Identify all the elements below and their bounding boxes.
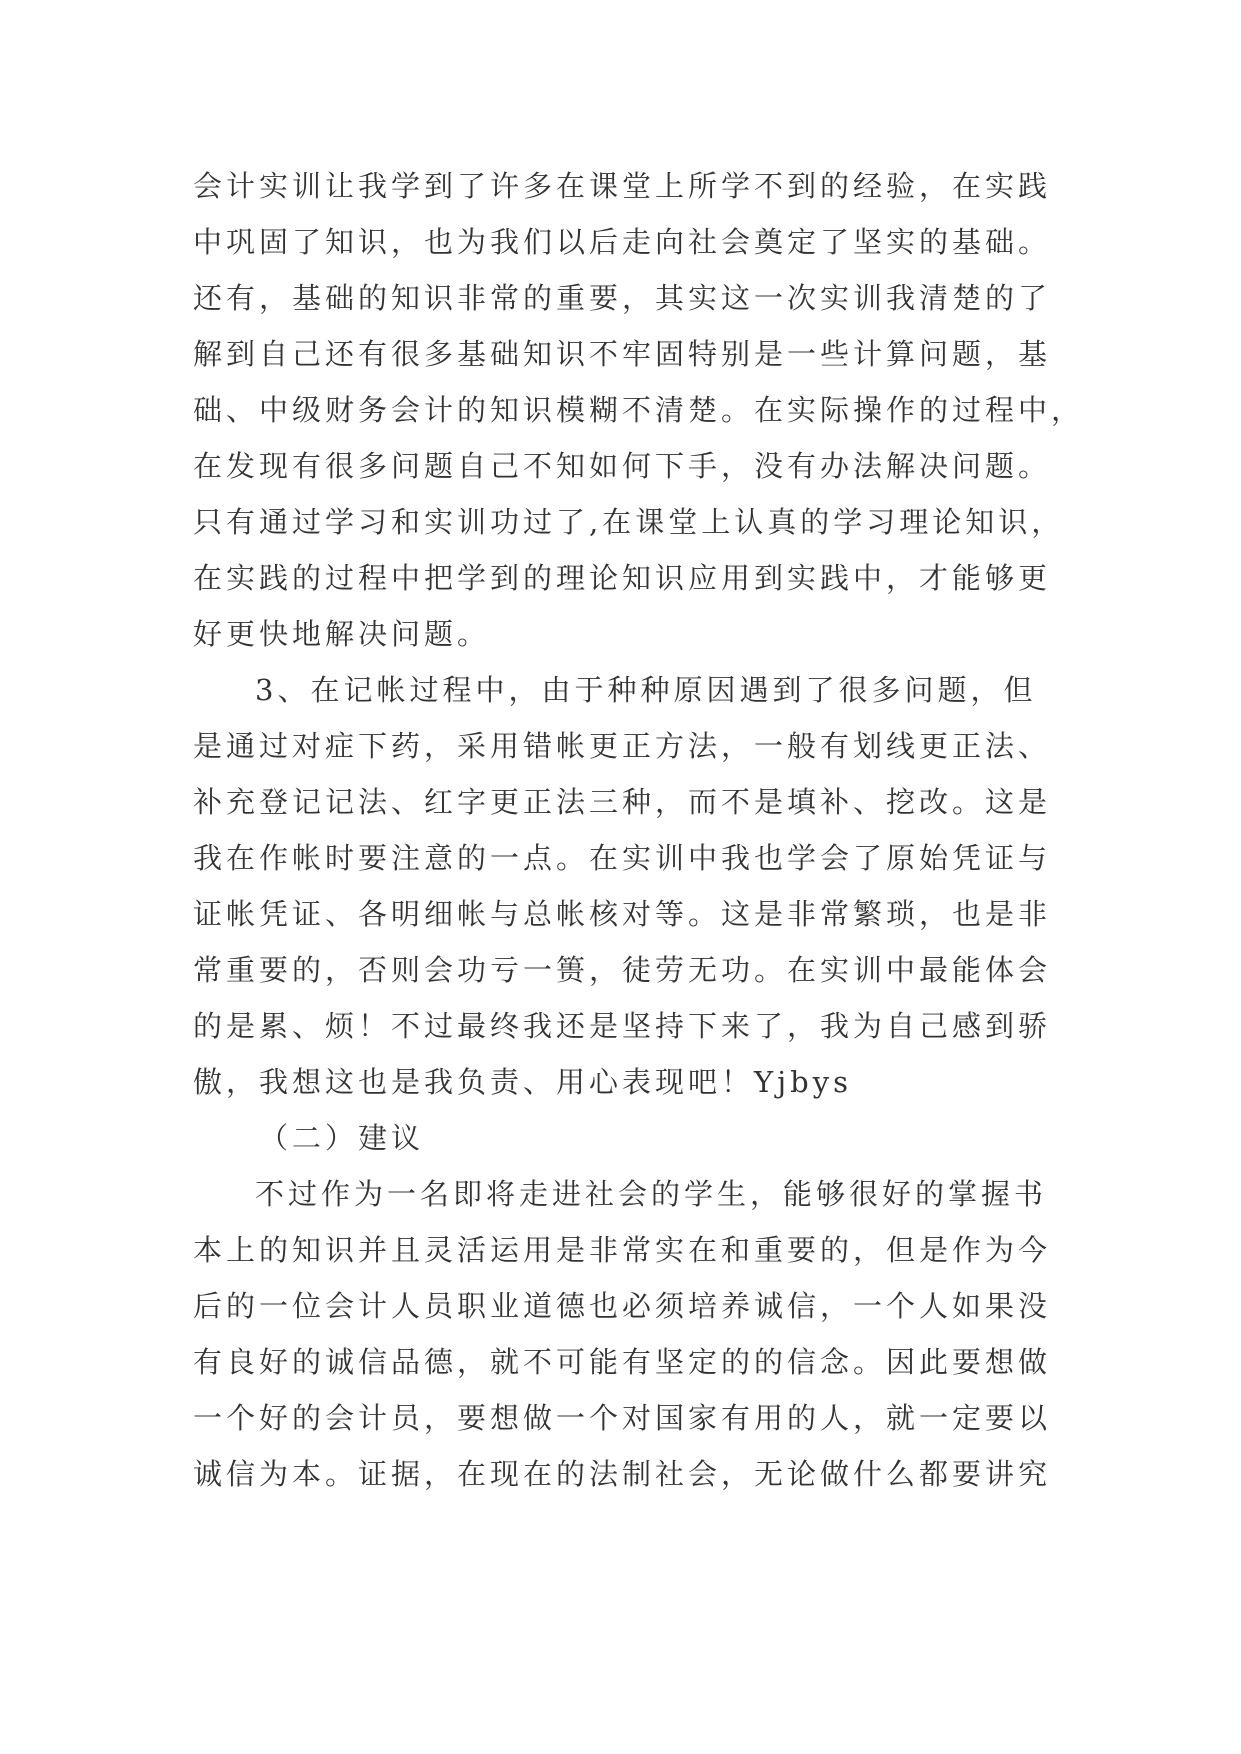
text-line: 还有，基础的知识非常的重要，其实这一次实训我清楚的了 xyxy=(193,281,1052,315)
text-line: 的是累、烦！不过最终我还是坚持下来了，我为自己感到骄 xyxy=(193,1009,1052,1043)
text-line: 后的一位会计人员职业道德也必须培养诚信，一个人如果没 xyxy=(193,1289,1052,1323)
text-line: 会计实训让我学到了许多在课堂上所学不到的经验，在实践 xyxy=(193,169,1052,203)
text-line: 在发现有很多问题自己不知如何下手，没有办法解决问题。 xyxy=(193,449,1052,483)
text-line: 本上的知识并且灵活运用是非常实在和重要的，但是作为今 xyxy=(193,1233,1052,1267)
text-line: 只有通过学习和实训功过了,在课堂上认真的学习理论知识， xyxy=(193,505,1065,539)
paragraph-start-line: 不过作为一名即将走进社会的学生，能够很好的掌握书 xyxy=(255,1177,1048,1211)
text-line: 在实践的过程中把学到的理论知识应用到实践中，才能够更 xyxy=(193,561,1052,595)
text-line: 诚信为本。证据，在现在的法制社会，无论做什么都要讲究 xyxy=(193,1457,1052,1491)
body-text xyxy=(193,158,1085,1502)
text-line: 我在作帐时要注意的一点。在实训中我也学会了原始凭证与 xyxy=(193,841,1052,875)
text-line: 解到自己还有很多基础知识不牢固特别是一些计算问题，基 xyxy=(193,337,1052,371)
text-line: 有良好的诚信品德，就不可能有坚定的的信念。因此要想做 xyxy=(193,1345,1052,1379)
section-heading: （二）建议 xyxy=(259,1121,425,1155)
paragraph-start-line: 3、在记帐过程中，由于种种原因遇到了很多问题，但 xyxy=(255,673,1037,707)
text-line: 常重要的，否则会功亏一篑，徒劳无功。在实训中最能体会 xyxy=(193,953,1052,987)
text-line: 好更快地解决问题。 xyxy=(193,617,491,651)
text-line: 傲，我想这也是我负责、用心表现吧！Yjbys xyxy=(193,1065,852,1099)
text-line: 补充登记记法、红字更正法三种，而不是填补、挖改。这是 xyxy=(193,785,1052,819)
text-line: 是通过对症下药，采用错帐更正方法，一般有划线更正法、 xyxy=(193,729,1052,763)
text-line: 础、中级财务会计的知识模糊不清楚。在实际操作的过程中， xyxy=(193,393,1085,427)
text-line: 一个好的会计员，要想做一个对国家有用的人，就一定要以 xyxy=(193,1401,1052,1435)
text-line: 中巩固了知识，也为我们以后走向社会奠定了坚实的基础。 xyxy=(193,225,1052,259)
text-line: 证帐凭证、各明细帐与总帐核对等。这是非常繁琐，也是非 xyxy=(193,897,1052,931)
